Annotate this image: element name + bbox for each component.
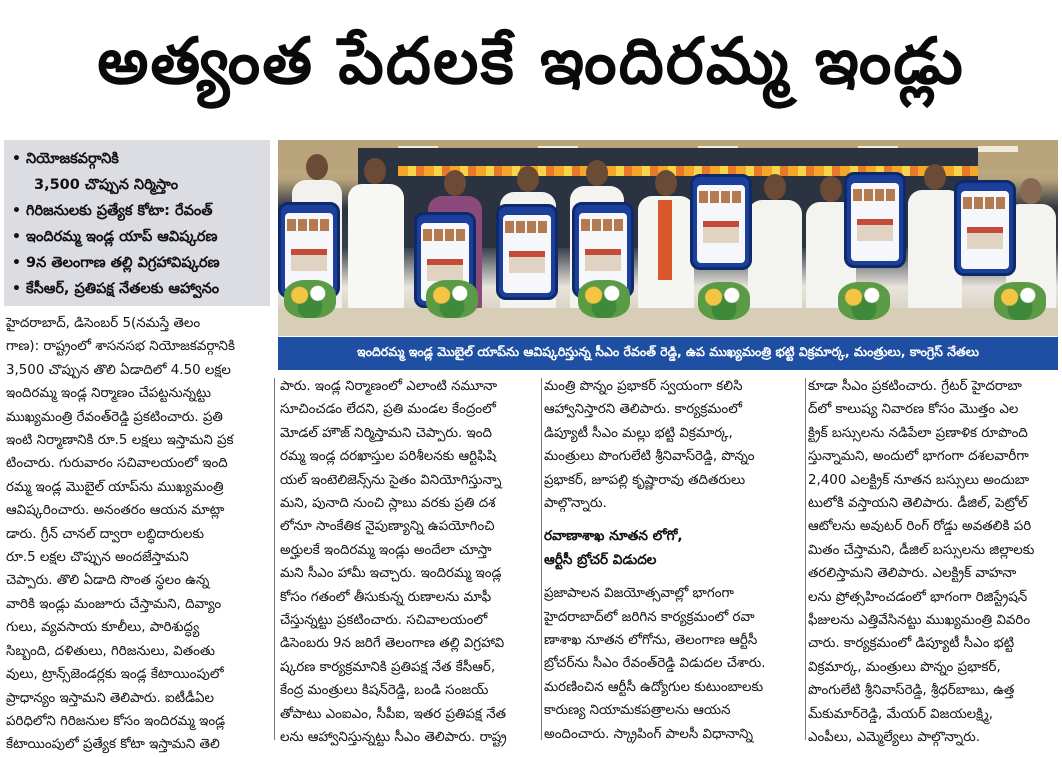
text-line: చారు. కార్యక్రమంలో డిప్యూటీ సీఎం భట్టి bbox=[808, 636, 1015, 652]
photo-person bbox=[638, 170, 694, 310]
flower-bouquet bbox=[426, 280, 478, 318]
text-line: పారు. ఇండ్ల నిర్మాణంలో ఎలాంటి నమూనా bbox=[280, 379, 498, 394]
app-board bbox=[844, 172, 906, 268]
text-line: క్ట్రిక్ బస్సులను నడిపేలా ప్రణాళిక రూపొంది bbox=[808, 425, 1028, 441]
article-column-2 bbox=[280, 375, 538, 746]
text-line: వారికి ఇండ్లు మంజూరు చేస్తామని, దివ్యాం bbox=[6, 596, 222, 612]
column-divider bbox=[541, 378, 542, 740]
text-line: మని, పునాది నుంచి స్లాబు వరకు ప్రతి దశ bbox=[280, 496, 496, 512]
text-line: ఫీజులను ఎత్తివేసినట్టు ముఖ్యమంత్రి వివరిం bbox=[808, 613, 1031, 629]
text-line: రూ.5 లక్షల చొప్పున అందజేస్తామని bbox=[6, 550, 189, 566]
text-line: టులోకి వస్తాయని తెలిపారు. డీజిల్, పెట్రోల్ bbox=[808, 496, 1028, 512]
text-line: పొంగులేటి శ్రీనివాస్‌రెడ్డి, శ్రీధర్‌బాబు, ఉత్త bbox=[808, 683, 1015, 699]
sub-headline: రవాణాశాఖ నూతన లోగో, bbox=[544, 528, 683, 545]
text-line: తోపాటు ఎంఐఎం, సీపీఐ, ఇతర ప్రతిపక్ష నేత bbox=[280, 706, 507, 722]
text-line: విక్రమార్క, మంత్రులు పొన్నం ప్రభాకర్, bbox=[808, 659, 1001, 675]
text-line: ఇందిరమ్మ ఇండ్ల నిర్మాణం చేపట్టనున్నట్టు bbox=[6, 386, 212, 402]
text-line: కారుణ్య నియామకపత్రాలను ఆయన bbox=[544, 703, 731, 719]
highlight-item: 3,500 చొప్పున నిర్మిస్తాం bbox=[34, 177, 179, 193]
column-divider bbox=[805, 378, 806, 740]
photo-person bbox=[348, 154, 404, 310]
text-line: మోడల్ హౌజ్ నిర్మిస్తామని చెప్పారు. ఇంది bbox=[280, 425, 492, 441]
flower-bouquet bbox=[838, 282, 890, 320]
text-line: ప్రజాపాలన విజయోత్సవాల్లో భాగంగా bbox=[544, 586, 734, 602]
highlight-item: • 9న తెలంగాణ తల్లి విగ్రహావిష్కరణ bbox=[12, 250, 264, 276]
text-line: ణాశాఖ నూతన లోగోను, తెలంగాణ ఆర్టీసీ bbox=[544, 633, 758, 649]
highlight-item: • నియోజకవర్గానికి bbox=[12, 146, 264, 172]
text-line: కేటాయింపులో ప్రత్యేక కోటా ఇస్తామని తెలి bbox=[6, 737, 220, 753]
highlight-item: • ఇందిరమ్మ ఇండ్ల యాప్ ఆవిష్కరణ bbox=[12, 224, 264, 250]
text-line: ఇంటి నిర్మాణానికి రూ.5 లక్షలు ఇస్తామని ప్రక bbox=[6, 433, 234, 449]
text-line: అర్హులకే ఇందిరమ్మ ఇండ్లు అందేలా చూస్తా bbox=[280, 542, 492, 558]
text-line: ప్రభాకర్, జూపల్లి కృష్ణారావు తదితరులు bbox=[544, 472, 746, 488]
text-line: ద్‌లో కాలుష్య నివారణ కోసం మొత్తం ఎల bbox=[808, 402, 1019, 418]
text-line: ఆటోలను అవుటర్ రింగ్ రోడ్డు అవతలికి పరి bbox=[808, 519, 1032, 535]
flower-bouquet bbox=[994, 282, 1046, 320]
photo-person bbox=[748, 174, 802, 310]
text-line: పాల్గొన్నారు. bbox=[544, 496, 607, 512]
text-line: 2,400 ఎలక్ట్రిక్ నూతన బస్సులు అందుబా bbox=[808, 472, 1030, 488]
text-line: మితం చేస్తామని, డీజిల్ బస్సులను జిల్లాలకు bbox=[808, 542, 1035, 558]
text-line: ఆహ్వానిస్తారని తెలిపారు. కార్యక్రమంలో bbox=[544, 402, 742, 418]
text-line: మంత్రి పొన్నం ప్రభాకర్ స్వయంగా కలిసి bbox=[544, 379, 743, 394]
text-line: తరలిస్తామని తెలిపారు. ఎలక్ట్రిక్ వాహనా bbox=[808, 566, 1017, 582]
bullet-icon: • bbox=[12, 229, 21, 245]
flower-bouquet bbox=[284, 280, 336, 318]
text-line: ముఖ్యమంత్రి రేవంత్‌రెడ్డి ప్రకటించారు. ప్రతి bbox=[6, 409, 223, 425]
article-column-1 bbox=[6, 312, 268, 753]
text-line: పరిధిలోని గిరిజనుల కోసం ఇందిరమ్మ ఇండ్ల bbox=[6, 713, 226, 729]
text-line: గులు, వ్యవసాయ కూలీలు, పారిశుద్ధ్య bbox=[6, 620, 200, 636]
text-line: కూడా సీఎం ప్రకటించారు. గ్రేటర్ హైదరాబా bbox=[808, 379, 1022, 394]
text-line: ప్రాధాన్యం ఇస్తామని తెలిపారు. ఐటీడీఏల bbox=[6, 690, 215, 706]
sub-headline: ఆర్టీసీ బ్రోచర్ విడుదల bbox=[544, 551, 657, 568]
bullet-icon: • bbox=[12, 281, 21, 297]
text-line: మరణించిన ఆర్టీసీ ఉద్యోగుల కుటుంబాలకు bbox=[544, 679, 764, 695]
text-line: కేంద్ర మంత్రులు కిషన్‌రెడ్డి, బండి సంజయ్‌ bbox=[280, 683, 489, 699]
text-line: యల్ ఇంటెలిజెన్స్‌ను సైతం వినియోగిస్తున్నా bbox=[280, 472, 502, 488]
bullet-icon: • bbox=[12, 203, 21, 219]
text-line: డారు. గ్రీన్ చానల్ ద్వారా లబ్ధిదారులకు bbox=[6, 526, 205, 542]
text-line: 3,500 చొప్పున తొలి ఏడాదిలో 4.50 లక్షల bbox=[6, 362, 231, 378]
app-board bbox=[496, 204, 558, 300]
text-line: ఎంపీలు, ఎమ్మెల్యేలు పాల్గొన్నారు. bbox=[808, 730, 981, 746]
text-line: బ్రోచర్‌ను సీఎం రేవంత్‌రెడ్డి విడుదల చేశారు. bbox=[544, 656, 766, 672]
text-line: వులు, ట్రాన్స్‌జెండర్లకు ఇండ్ల కేటాయింపులో bbox=[6, 667, 224, 683]
article-column-4 bbox=[808, 375, 1058, 746]
text-line: మని సీఎం హామీ ఇచ్చారు. ఇందిరమ్మ ఇండ్ల bbox=[280, 566, 502, 582]
bullet-icon: • bbox=[12, 255, 21, 271]
text-line: స్తున్నామని, అందులో భాగంగా దశలవారీగా bbox=[808, 449, 1029, 465]
text-line: మంత్రులు పొంగులేటి శ్రీనివాస్‌రెడ్డి, పొన్నం bbox=[544, 449, 755, 465]
photo-caption: ఇందిరమ్మ ఇండ్ల మొబైల్ యాప్‌ను ఆవిష్కరిస్తున్న సీఎం రేవంత్ రెడ్డి, ఉప ముఖ్యమంత్రి భట్టి విక్రమార్క, మంత్రులు, కాంగ్రెస్ నేతలు bbox=[278, 337, 1058, 370]
text-line: సిబ్బంది, దళితులు, గిరిజనులు, వితంతు bbox=[6, 643, 215, 659]
text-line: చెప్పారు. తొలి ఏడాది సొంత స్థలం ఉన్న bbox=[6, 573, 210, 589]
text-line: టించారు. గురువారం సచివాలయంలో ఇంది bbox=[6, 456, 228, 472]
text-line: లను ఆహ్వానిస్తున్నట్టు సీఎం తెలిపారు. రాష్ట్ర bbox=[280, 730, 507, 746]
text-line: కోసం గతంలో తీసుకున్న రుణాలను మాఫీ bbox=[280, 589, 492, 605]
text-line: రమ్మ ఇండ్ల మొబైల్ యాప్‌ను ముఖ్యమంత్రి bbox=[6, 479, 224, 495]
text-line: హైదరాబాద్‌లో జరిగిన కార్యక్రమంలో రవా bbox=[544, 609, 755, 625]
headline: అత్యంత పేదలకే ఇందిరమ్మ ఇండ్లు bbox=[97, 24, 965, 99]
flower-bouquet bbox=[698, 282, 750, 320]
text-line: గాణ): రాష్ట్రంలో శాసనసభ నియోజకవర్గానికి bbox=[6, 339, 235, 355]
text-line: మ్‌కుమార్‌రెడ్డి, మేయర్ విజయలక్ష్మి, bbox=[808, 706, 994, 722]
flower-bouquet bbox=[578, 280, 630, 318]
text-line: డిప్యూటీ సీఎం మల్లు భట్టి విక్రమార్క, bbox=[544, 425, 733, 441]
app-board bbox=[954, 180, 1016, 276]
text-line: చేస్తున్నట్టు ప్రకటించారు. సచివాలయంలో bbox=[280, 613, 488, 629]
text-line: డిసెంబరు 9న జరిగే తెలంగాణ తల్లి విగ్రహావి bbox=[280, 636, 505, 652]
text-line: లోనూ సాంకేతిక నైపుణ్యాన్ని ఉపయోగించి bbox=[280, 519, 495, 535]
news-photo bbox=[278, 140, 1058, 336]
text-line: లను ప్రోత్సహించడంలో భాగంగా రిజిస్ట్రేషన్ bbox=[808, 589, 1028, 605]
text-line: ష్కరణ కార్యక్రమానికి ప్రతిపక్ష నేత కేసీఆర్, bbox=[280, 659, 496, 675]
photo-table bbox=[278, 308, 1058, 336]
app-board bbox=[690, 174, 752, 270]
highlights-box bbox=[4, 140, 270, 306]
bullet-icon: • bbox=[12, 151, 21, 167]
highlight-item: • కేసీఆర్, ప్రతిపక్ష నేతలకు ఆహ్వానం bbox=[12, 276, 264, 302]
text-line: రమ్మ ఇండ్ల దరఖాస్తుల పరిశీలనకు ఆర్టిఫిషి bbox=[280, 449, 497, 465]
article-column-3 bbox=[544, 375, 802, 743]
highlight-item: • గిరిజనులకు ప్రత్యేక కోటా: రేవంత్ bbox=[12, 198, 264, 224]
text-line: ఆవిష్కరించారు. అనంతరం ఆయన మాట్లా bbox=[6, 503, 225, 519]
text-line: హైదరాబాద్, డిసెంబర్ 5(నమస్తే తెలం bbox=[6, 316, 201, 331]
text-line: అందించారు. స్క్రాపింగ్ పాలసీ విధానాన్ని bbox=[544, 726, 753, 742]
text-line: సూచించడం లేదని, ప్రతి మండల కేంద్రంలో bbox=[280, 402, 496, 418]
column-divider bbox=[274, 378, 275, 740]
